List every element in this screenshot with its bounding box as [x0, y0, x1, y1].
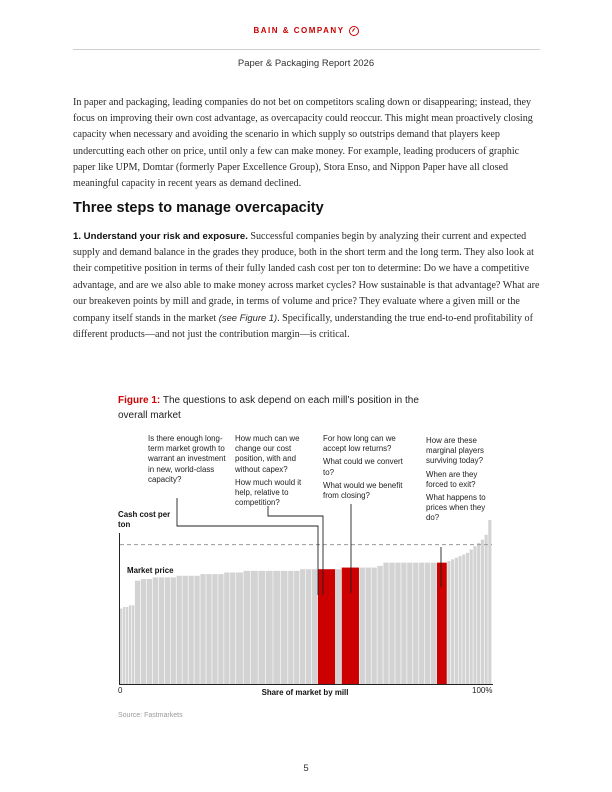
mill-bar: [377, 566, 382, 684]
mill-bar: [451, 559, 454, 684]
question-text: What happens to prices when they do?: [426, 493, 486, 523]
step1-text-b: . Specifically, understanding the true end-to-end profitability of different products—and not just the contribution margin—is critical.: [73, 313, 533, 341]
mill-bar: [425, 563, 430, 684]
mill-bar: [230, 572, 235, 684]
x-axis-label: Share of market by mill: [261, 688, 349, 697]
mill-bar: [371, 568, 376, 684]
mill-bar: [431, 563, 436, 684]
figure-label: Figure 1:: [118, 395, 161, 406]
intro-paragraph: In paper and packaging, leading companies do not bet on competitors scaling down or disappearing; instead, they focus on improving their own cost advantage, as overcapacity could reoccur. This might mean proactively closing capacity when necessary and avoiding the scenario in which supply so outstrips demand that players keep undercutting each other on price, until only a few can make money. For example, leading producers of graphic paper like UPM, Domtar (formerly Paper Excellence Group), Stora Enso, and Nippon Paper have all closed meaningful capacity in recent years as demand declined.: [73, 97, 533, 190]
mill-bar: [183, 576, 188, 684]
mill-bar: [455, 558, 458, 684]
highlighted-mill-bar: [318, 569, 335, 684]
step1-lead-in: 1. Understand your risk and exposure.: [73, 231, 248, 242]
mill-bar: [336, 569, 341, 684]
mill-bar: [147, 579, 152, 684]
mill-bar: [389, 563, 394, 684]
highlighted-mill-bar: [437, 563, 447, 684]
mill-bar: [383, 563, 388, 684]
mill-bar: [470, 550, 473, 684]
mill-bar: [288, 571, 293, 684]
mill-bar: [206, 574, 211, 684]
mill-bar: [366, 568, 371, 684]
x-tick-end: 100%: [472, 686, 493, 695]
mill-bar: [177, 576, 182, 684]
question-text: When are they forced to exit?: [426, 469, 478, 489]
mill-bar: [312, 569, 317, 684]
mill-bar: [126, 607, 128, 684]
mill-bar: [300, 569, 305, 684]
mill-bar: [244, 571, 251, 684]
question-text: For how long can we accept low returns?: [323, 434, 396, 454]
mill-bar: [488, 520, 491, 684]
y-axis-label: Cash cost per ton: [118, 510, 171, 529]
mill-bar: [294, 571, 299, 684]
mill-bar: [194, 576, 199, 684]
mill-bar: [473, 546, 476, 684]
mill-bar: [266, 571, 273, 684]
figure-source: Source: Fastmarkets: [118, 712, 183, 719]
mill-bar: [251, 571, 258, 684]
mill-bar: [258, 571, 265, 684]
mill-bar: [407, 563, 412, 684]
mill-bar: [123, 607, 125, 684]
report-title: Paper & Packaging Report 2026: [237, 58, 375, 69]
mill-bar: [477, 543, 480, 684]
mill-bar: [395, 563, 400, 684]
section-heading: Three steps to manage overcapacity: [73, 200, 324, 216]
mill-bar: [360, 568, 365, 684]
highlighted-mill-bar: [342, 568, 359, 684]
question-text: How much can we change our cost position, with and without capex?: [235, 434, 300, 474]
question-text: How much would it help, relative to competition?: [235, 477, 302, 508]
mill-bar: [413, 563, 418, 684]
mill-bar: [459, 556, 462, 684]
mill-bar: [129, 605, 131, 684]
question-text: Is there enough long-term market growth to warrant an investment in new, world-class capacity?: [148, 434, 226, 484]
mill-bar: [218, 574, 223, 684]
mill-bar: [120, 609, 122, 684]
mill-bar: [306, 569, 311, 684]
mill-bar: [153, 577, 158, 684]
question-text: What could we convert to?: [323, 457, 403, 477]
mill-bar: [165, 577, 170, 684]
logo-text: BAIN & COMPANY: [253, 26, 345, 35]
market-price-label: Market price: [127, 566, 174, 575]
mill-bar: [141, 579, 146, 684]
mill-bar: [224, 572, 229, 684]
mill-bar: [212, 574, 217, 684]
mill-bar: [188, 576, 193, 684]
mill-bar: [401, 563, 406, 684]
mill-bar: [273, 571, 280, 684]
question-text: How are these marginal players surviving today?: [426, 436, 484, 466]
step1-text-a: Successful companies begin by analyzing their current and expected supply and demand balance in the grades they produce, both in the short term and the long term. They also look at their competitive position in terms of their fully landed cash cost per ton to determine: Do we have a competitive advantage, and are we also able to make money across market cycles? How sustainable is that advantage? What are our breakeven points by mill and grade, in terms of volume and price? They evaluate where a given mill or the company itself stands in the market: [73, 231, 540, 325]
mill-bar: [281, 571, 288, 684]
mill-bar: [236, 572, 243, 684]
figure-title-text: The questions to ask depend on each mill’s position in the overall market: [118, 395, 419, 421]
mill-bar: [159, 577, 164, 684]
mill-bar: [466, 553, 469, 684]
mill-bar: [447, 561, 450, 684]
mill-bar: [462, 554, 465, 684]
mill-bar: [200, 574, 205, 684]
x-tick-start: 0: [118, 686, 123, 695]
figure-reference: (see Figure 1): [218, 312, 278, 324]
mill-bar: [132, 605, 134, 684]
question-text: What would we benefit from closing?: [323, 480, 403, 501]
mill-bar: [135, 581, 140, 684]
mill-bar: [171, 577, 176, 684]
mill-bar: [485, 535, 488, 684]
page-number: 5: [303, 763, 309, 774]
mill-bar: [481, 540, 484, 684]
mill-bar: [419, 563, 424, 684]
